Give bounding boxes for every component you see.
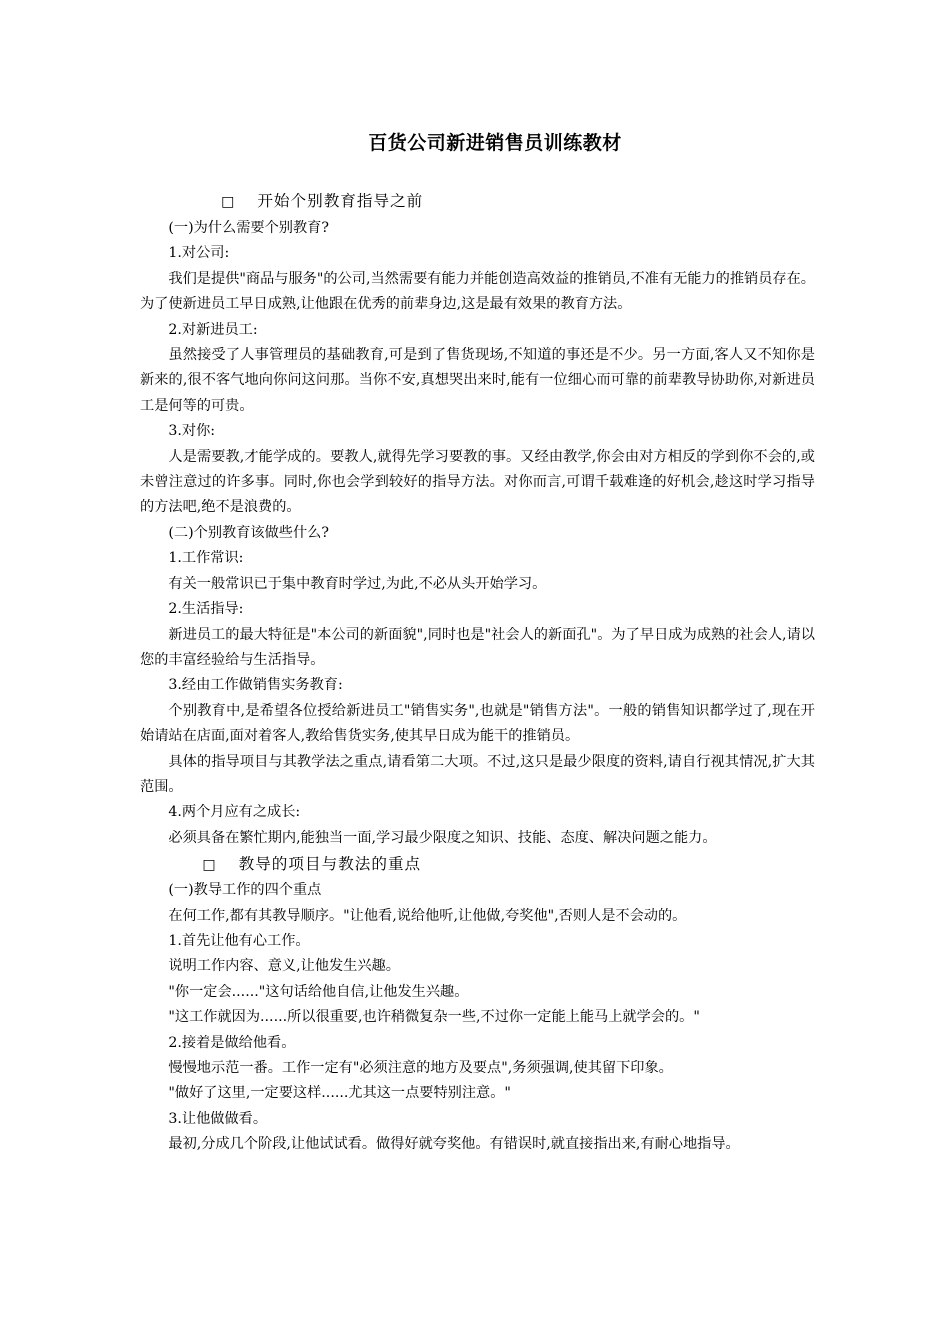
paragraph: 在何工作,都有其教导顺序。"让他看,说给他听,让他做,夸奖他",否则人是不会动的。: [168, 907, 687, 924]
paragraph: 3.让他做做看。: [168, 1110, 268, 1127]
section-heading: [140, 188, 815, 216]
paragraph: 慢慢地示范一番。工作一定有"必须注意的地方及要点",务须强调,使其留下印象。: [168, 1060, 673, 1076]
paragraph: 具体的指导项目与其教学法之重点,请看第二大项。不过,这只是最少限度的资料,请自行视其情况,扩大其范围。: [140, 753, 815, 795]
paragraph: (一)教导工作的四个重点: [168, 882, 322, 899]
paragraph: 3.经由工作做销售实务教育:: [168, 677, 343, 694]
paragraph: 新进员工的最大特征是"本公司的新面貌",同时也是"社会人的新面孔"。为了早日成为成熟的社会人,请以您的丰富经验给与生活指导。: [140, 626, 815, 668]
section-heading: [140, 851, 815, 878]
paragraph: 2.对新进员工:: [168, 321, 258, 338]
paragraph: 有关一般常识已于集中教育时学过,为此,不必从头开始学习。: [168, 575, 547, 592]
paragraph: "做好了这里,一定要这样......尤其这一点要特别注意。": [168, 1085, 511, 1102]
checkbox-square-icon: □: [221, 194, 236, 210]
paragraph: 虽然接受了人事管理员的基础教育,可是到了售货现场,不知道的事还是不少。另一方面,客人又不知你是新来的,很不客气地向你问这问那。当你不安,真想哭出来时,能有一位细心而可靠的前辈教导协助你,对新进员工是何等的可贵。: [140, 347, 815, 414]
paragraph: 必须具备在繁忙期内,能独当一面,学习最少限度之知识、技能、态度、解决问题之能力。: [168, 829, 717, 846]
paragraph: "这工作就因为......所以很重要,也许稍微复杂一些,不过你一定能上能马上就学会的。": [168, 1009, 700, 1026]
paragraph: 人是需要教,才能学成的。要教人,就得先学习要教的事。又经由教学,你会由对方相反的学到你不会的,或未曾注意过的许多事。同时,你也会学到较好的指导方法。对你而言,可谓千载难逢的好机会,趁这时学习指导的方法吧,绝不是浪费的。: [140, 448, 815, 516]
checkbox-square-icon: □: [202, 857, 217, 874]
paragraph: (一)为什么需要个别教育?: [168, 220, 329, 236]
paragraph: 1.首先让他有心工作。: [168, 932, 310, 949]
paragraph: 个别教育中,是希望各位授给新进员工"销售实务",也就是"销售方法"。一般的销售知识都学过了,现在开始请站在店面,面对着客人,教给售货实务,使其早日成为能干的推销员。: [140, 702, 815, 745]
paragraph: 2.接着是做给他看。: [168, 1034, 296, 1051]
paragraph: 4.两个月应有之成长:: [168, 804, 301, 821]
paragraph: (二)个别教育该做些什么?: [168, 524, 329, 541]
section-heading-text: 开始个别教育指导之前: [257, 192, 424, 210]
paragraph: 1.对公司:: [168, 245, 230, 262]
paragraph: 3.对你:: [168, 423, 216, 440]
paragraph: 1.工作常识:: [168, 550, 244, 567]
paragraph: 我们是提供"商品与服务"的公司,当然需要有能力并能创造高效益的推销员,不准有无能力的推销员存在。为了使新进员工早日成熟,让他跟在优秀的前辈身边,这是最有效果的教育方法。: [140, 270, 815, 313]
document-title: 百货公司新进销售员训练教材: [368, 132, 622, 154]
paragraph: 2.生活指导:: [168, 601, 244, 618]
document-body: [140, 188, 815, 1158]
paragraph: 说明工作内容、意义,让他发生兴趣。: [168, 958, 400, 975]
paragraph: "你一定会......"这句话给他自信,让他发生兴趣。: [168, 983, 469, 1000]
paragraph: 最初,分成几个阶段,让他试试看。做得好就夸奖他。有错误时,就直接指出来,有耐心地指导。: [168, 1136, 740, 1153]
section-heading-text: 教导的项目与教法的重点: [238, 855, 422, 874]
